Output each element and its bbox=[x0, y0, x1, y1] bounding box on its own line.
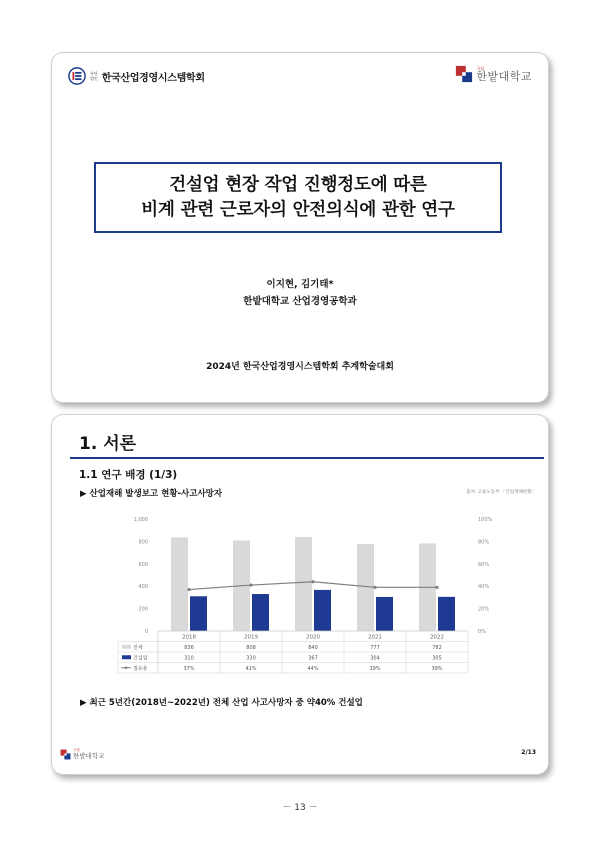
society-name: 한국산업경영시스템학회 bbox=[101, 72, 205, 84]
ratio-point bbox=[311, 580, 314, 583]
university-name: 한밭대학교 bbox=[476, 70, 532, 83]
data-label: 777 bbox=[370, 644, 380, 651]
bar-construction bbox=[314, 590, 331, 631]
university-emblem-icon bbox=[455, 65, 473, 83]
subsection-title: 1.1 연구 배경 (1/3) bbox=[79, 469, 178, 481]
ratio-point bbox=[435, 586, 438, 589]
y-tick-label: 600 bbox=[138, 561, 148, 568]
y-tick-label: 400 bbox=[138, 584, 148, 591]
x-tick-label: 2019 bbox=[244, 634, 258, 641]
data-label: 304 bbox=[370, 655, 380, 662]
x-tick-label: 2018 bbox=[182, 634, 196, 641]
legend-key-ratio-point bbox=[125, 666, 128, 669]
data-label: 39% bbox=[431, 665, 443, 672]
bar-construction bbox=[438, 597, 455, 631]
section-title: 1. 서론 bbox=[79, 434, 137, 454]
bar-total bbox=[171, 537, 188, 631]
legend-label: 점유율 bbox=[133, 665, 148, 672]
footer-logo bbox=[60, 748, 104, 760]
society-small-text: 사단 bbox=[90, 71, 98, 76]
authors: 이지현, 김기태* bbox=[266, 279, 334, 290]
data-label: 37% bbox=[183, 665, 195, 672]
x-tick-label: 2020 bbox=[306, 634, 320, 641]
y2-tick-label: 20% bbox=[478, 606, 490, 613]
bar-construction bbox=[190, 596, 207, 631]
bar-construction bbox=[376, 597, 393, 631]
y-tick-label: 200 bbox=[138, 606, 148, 613]
data-label: 330 bbox=[246, 655, 256, 662]
title-slide bbox=[51, 52, 549, 403]
legend-key-construction bbox=[122, 655, 131, 659]
ratio-point bbox=[249, 583, 252, 586]
bar-construction bbox=[252, 594, 269, 631]
x-tick-label: 2022 bbox=[430, 634, 444, 641]
university-logo bbox=[455, 65, 532, 83]
data-label: 367 bbox=[308, 655, 318, 662]
y2-tick-label: 100% bbox=[478, 517, 493, 523]
y2-tick-label: 0% bbox=[478, 629, 486, 635]
data-label: 782 bbox=[432, 644, 442, 651]
legend-key-total bbox=[122, 645, 131, 649]
y2-tick-label: 60% bbox=[478, 561, 490, 568]
ratio-point bbox=[373, 586, 376, 589]
legend-label: 전체 bbox=[133, 644, 143, 651]
data-label: 305 bbox=[432, 655, 442, 662]
y-tick-label: 800 bbox=[138, 539, 148, 546]
paper-title bbox=[94, 162, 502, 233]
data-label: 840 bbox=[308, 644, 318, 651]
data-label: 41% bbox=[245, 665, 257, 672]
title-line: 건설업 현장 작업 진행정도에 따른 bbox=[169, 174, 427, 195]
university-emblem-icon bbox=[60, 749, 71, 760]
society-emblem-icon bbox=[68, 67, 86, 85]
x-tick-label: 2021 bbox=[368, 634, 382, 641]
data-label: 39% bbox=[369, 665, 381, 672]
title-line: 비계 관련 근로자의 안전의식에 관한 연구 bbox=[141, 199, 455, 220]
data-label: 836 bbox=[184, 644, 194, 651]
footer-university-name: 한밭대학교 bbox=[73, 752, 105, 760]
footer-small-text: 국립 bbox=[73, 748, 80, 752]
affiliation: 한밭대학교 산업경영공학과 bbox=[243, 296, 357, 307]
fatality-chart bbox=[102, 513, 502, 689]
data-label: 44% bbox=[307, 665, 319, 672]
data-label: 310 bbox=[184, 655, 194, 662]
society-small-text: 법인 bbox=[90, 76, 98, 81]
ratio-point bbox=[187, 588, 190, 591]
section-divider bbox=[70, 457, 544, 459]
bar-total bbox=[295, 537, 312, 631]
slide-number: 2/13 bbox=[521, 749, 536, 756]
page-number: － 13 － bbox=[282, 803, 318, 813]
summary-note: ▶ 최근 5년간(2018년~2022년) 전체 산업 사고사망자 중 약40% 건설업 bbox=[80, 698, 363, 708]
y2-tick-label: 80% bbox=[478, 539, 490, 546]
legend-label: 건설업 bbox=[133, 655, 148, 662]
y2-tick-label: 40% bbox=[478, 584, 490, 591]
y-tick-label: 0 bbox=[144, 629, 148, 635]
conference-name: 2024년 한국산업경영시스템학회 추계학술대회 bbox=[206, 362, 394, 372]
y-tick-label: 1,000 bbox=[133, 517, 148, 523]
chart-heading: ▶ 산업재해 발생보고 현황-사고사망자 bbox=[80, 489, 223, 499]
data-label: 808 bbox=[246, 644, 256, 651]
society-logo bbox=[68, 67, 205, 85]
intro-slide bbox=[51, 414, 549, 775]
source-note: 출처: 고용노동부 「산업재해현황」 bbox=[466, 490, 536, 495]
university-small-text: 국립 bbox=[476, 66, 485, 71]
